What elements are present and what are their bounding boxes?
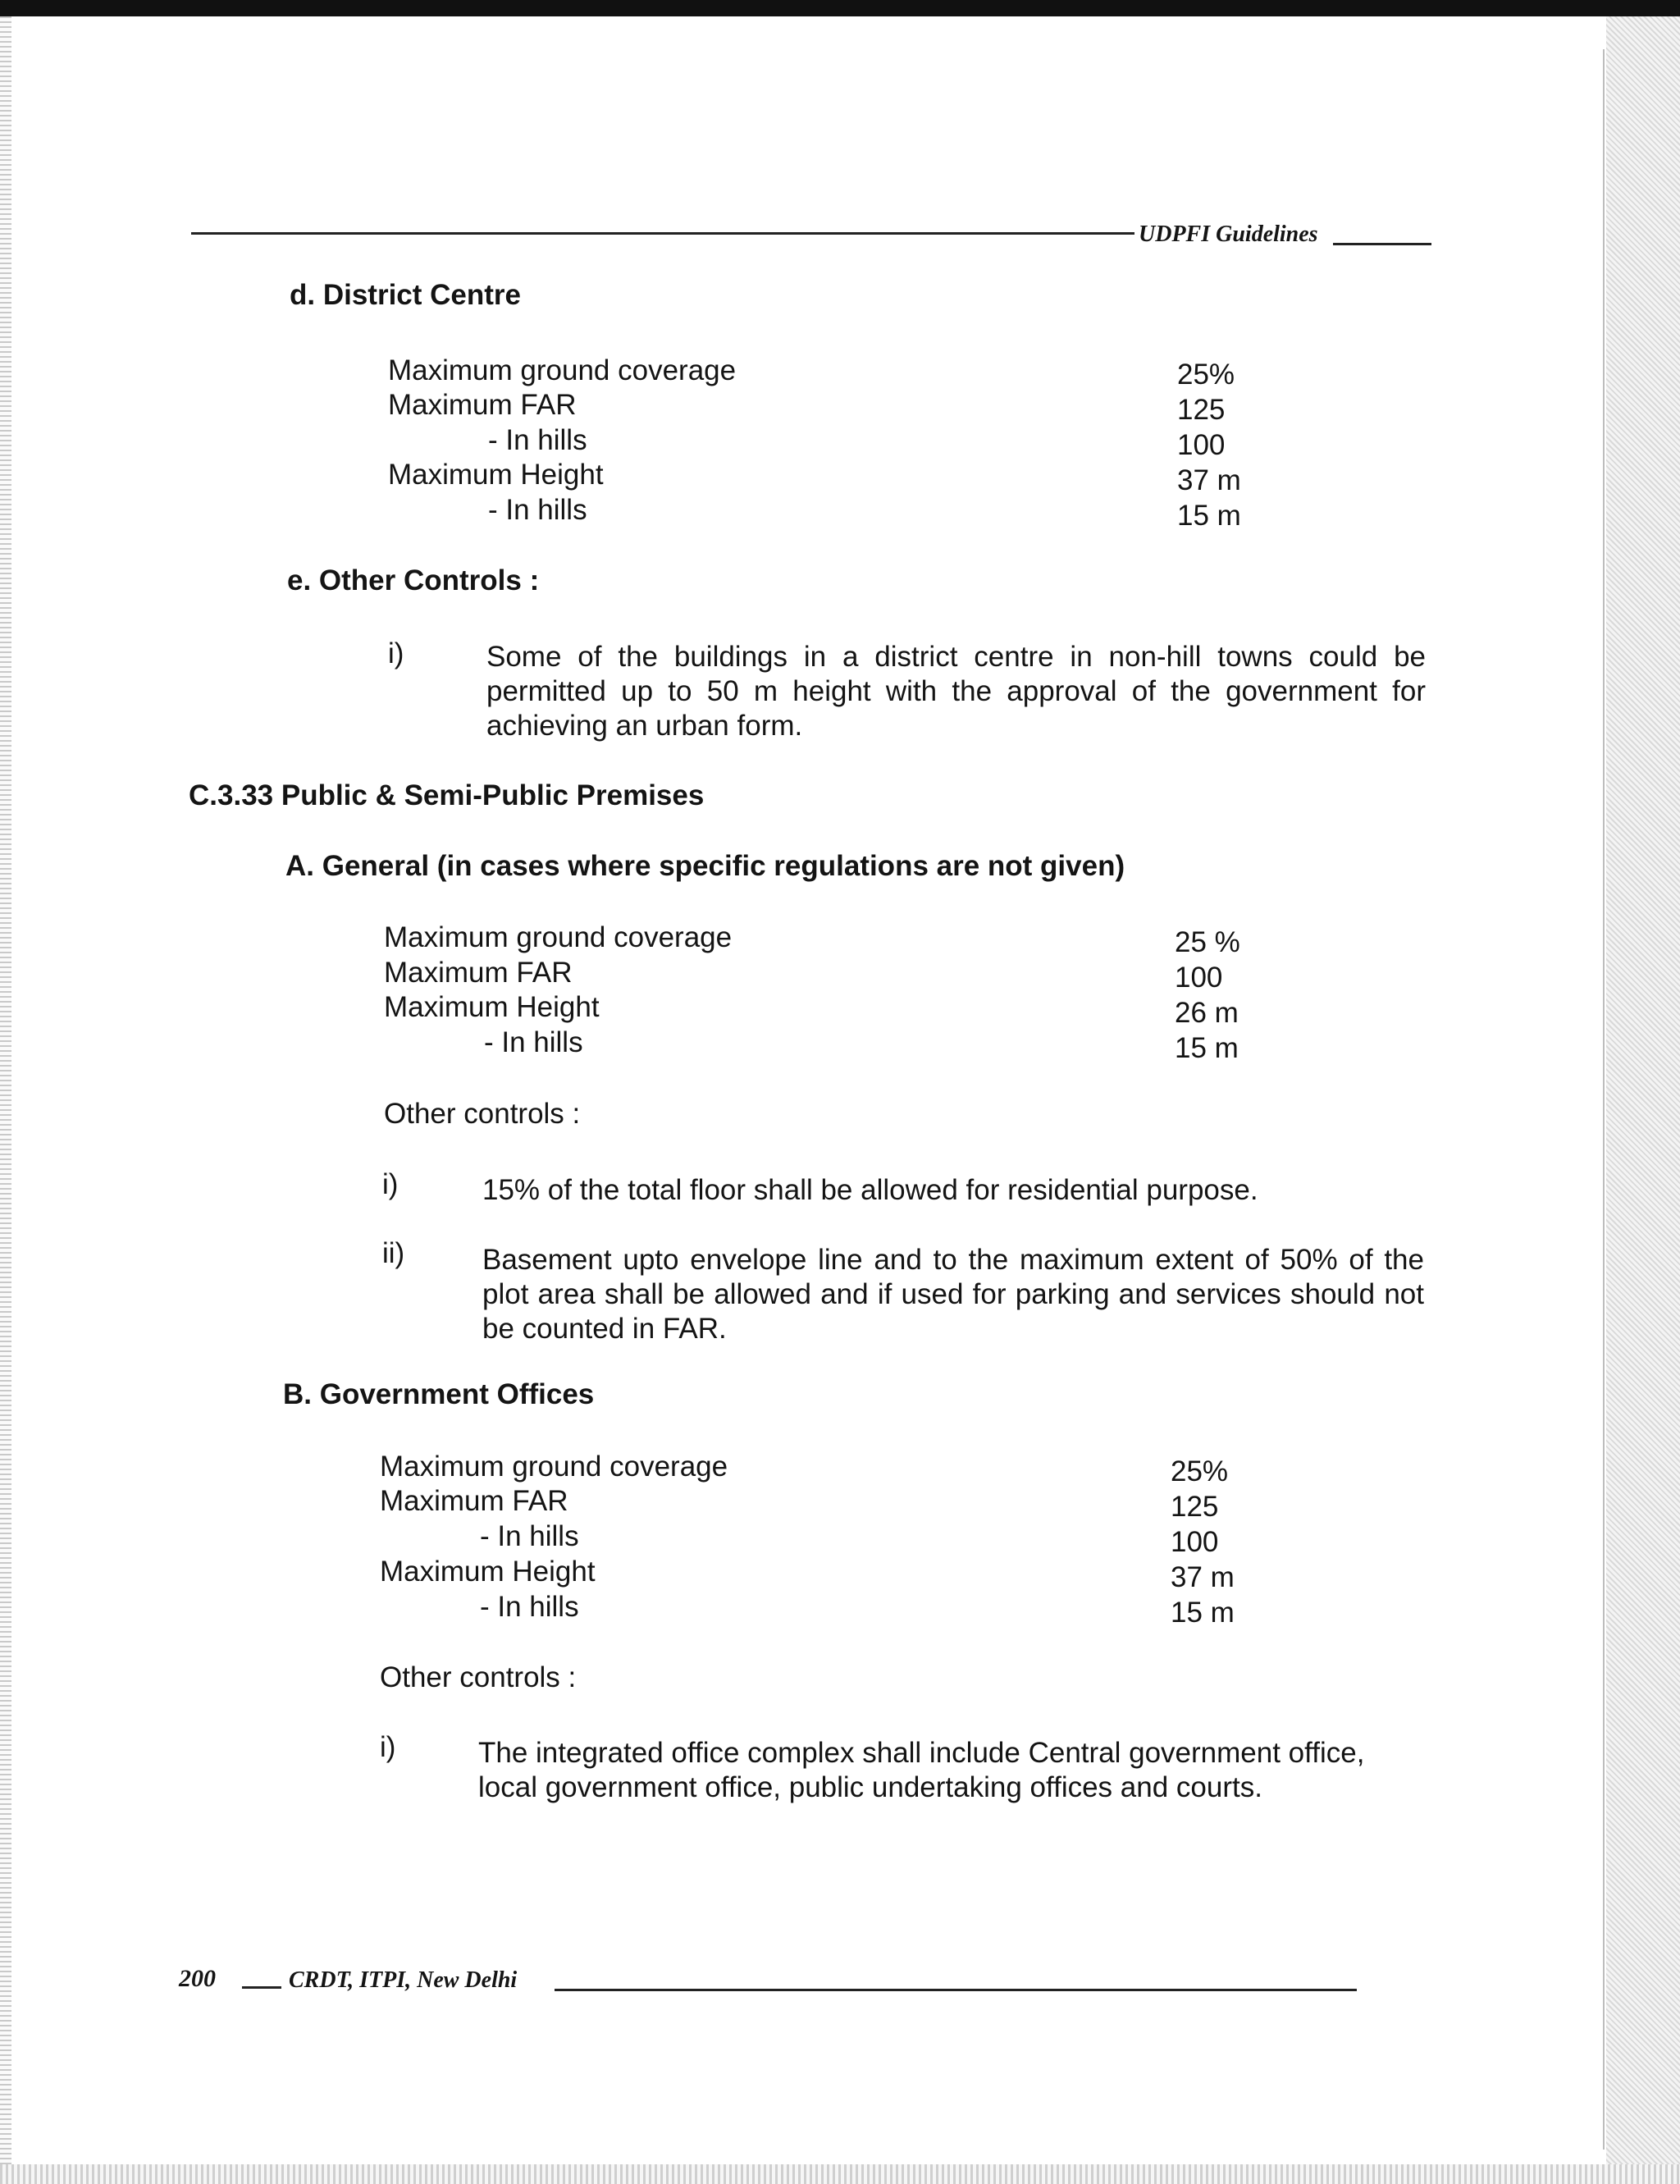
list-number: i) xyxy=(380,1731,396,1763)
row-value: 37 m xyxy=(1177,464,1241,496)
footer-publisher: CRDT, ITPI, New Delhi xyxy=(289,1967,518,1993)
other-controls-label: Other controls : xyxy=(380,1661,577,1693)
row-label: Maximum FAR xyxy=(380,1485,568,1517)
list-item-text: Basement upto envelope line and to the maximum extent of 50% of the plot area shall be allowed and if used for parking and services should not be counted in FAR. xyxy=(482,1244,1424,1345)
row-value: 100 xyxy=(1175,962,1223,994)
row-label: - In hills xyxy=(488,424,587,456)
list-item-text: Some of the buildings in a district centre in non-hill towns could be permitted up to 50 m height with the approval of the government for achieving an urban form. xyxy=(486,641,1426,742)
row-label: - In hills xyxy=(480,1520,579,1552)
row-value: 25% xyxy=(1177,359,1235,391)
row-value: 100 xyxy=(1177,429,1226,461)
row-label: Maximum Height xyxy=(388,459,604,491)
row-value: 37 m xyxy=(1171,1561,1235,1593)
row-label: Maximum ground coverage xyxy=(384,921,733,953)
row-label: - In hills xyxy=(480,1591,579,1623)
scan-top-border xyxy=(0,0,1680,16)
scan-right-edge xyxy=(1606,16,1680,2184)
row-label: - In hills xyxy=(488,494,587,526)
row-value: 15 m xyxy=(1175,1032,1239,1064)
header-rule xyxy=(191,232,1134,235)
row-value: 25 % xyxy=(1175,926,1240,958)
row-label: Maximum Height xyxy=(384,991,600,1023)
footer-rule xyxy=(242,1986,281,1989)
row-label: Maximum ground coverage xyxy=(388,354,737,386)
heading-government-offices: B. Government Offices xyxy=(283,1378,595,1410)
row-label: Maximum FAR xyxy=(384,957,573,989)
list-number: ii) xyxy=(382,1237,405,1269)
list-number: i) xyxy=(388,637,404,669)
row-value: 125 xyxy=(1177,394,1226,426)
row-value: 100 xyxy=(1171,1526,1219,1558)
row-value: 25% xyxy=(1171,1455,1229,1487)
heading-general: A. General (in cases where specific regulations are not given) xyxy=(285,850,1125,882)
header-rule-end xyxy=(1333,243,1431,245)
row-label: Maximum FAR xyxy=(388,389,577,421)
scan-bottom-edge xyxy=(0,2164,1680,2184)
footer-rule-end xyxy=(555,1989,1357,1991)
list-number: i) xyxy=(382,1168,399,1200)
other-controls-label: Other controls : xyxy=(384,1098,581,1130)
running-header: UDPFI Guidelines xyxy=(1139,222,1318,247)
list-item-text: 15% of the total floor shall be allowed for residential purpose. xyxy=(482,1174,1258,1206)
row-value: 15 m xyxy=(1171,1597,1235,1629)
row-value: 15 m xyxy=(1177,500,1241,532)
row-label: Maximum Height xyxy=(380,1556,596,1588)
row-label: Maximum ground coverage xyxy=(380,1451,728,1483)
row-label: - In hills xyxy=(484,1026,583,1058)
list-item-text: The integrated office complex shall include Central government office, local government office, public undertaking offices and courts. xyxy=(478,1737,1365,1803)
scan-left-edge xyxy=(0,16,11,2184)
page-number: 200 xyxy=(179,1965,216,1992)
heading-district-centre: d. District Centre xyxy=(290,279,521,311)
heading-other-controls: e. Other Controls : xyxy=(287,564,540,596)
row-value: 125 xyxy=(1171,1491,1219,1523)
row-value: 26 m xyxy=(1175,997,1239,1029)
page-edge-line xyxy=(1603,49,1605,2150)
heading-c333: C.3.33 Public & Semi-Public Premises xyxy=(189,779,705,811)
